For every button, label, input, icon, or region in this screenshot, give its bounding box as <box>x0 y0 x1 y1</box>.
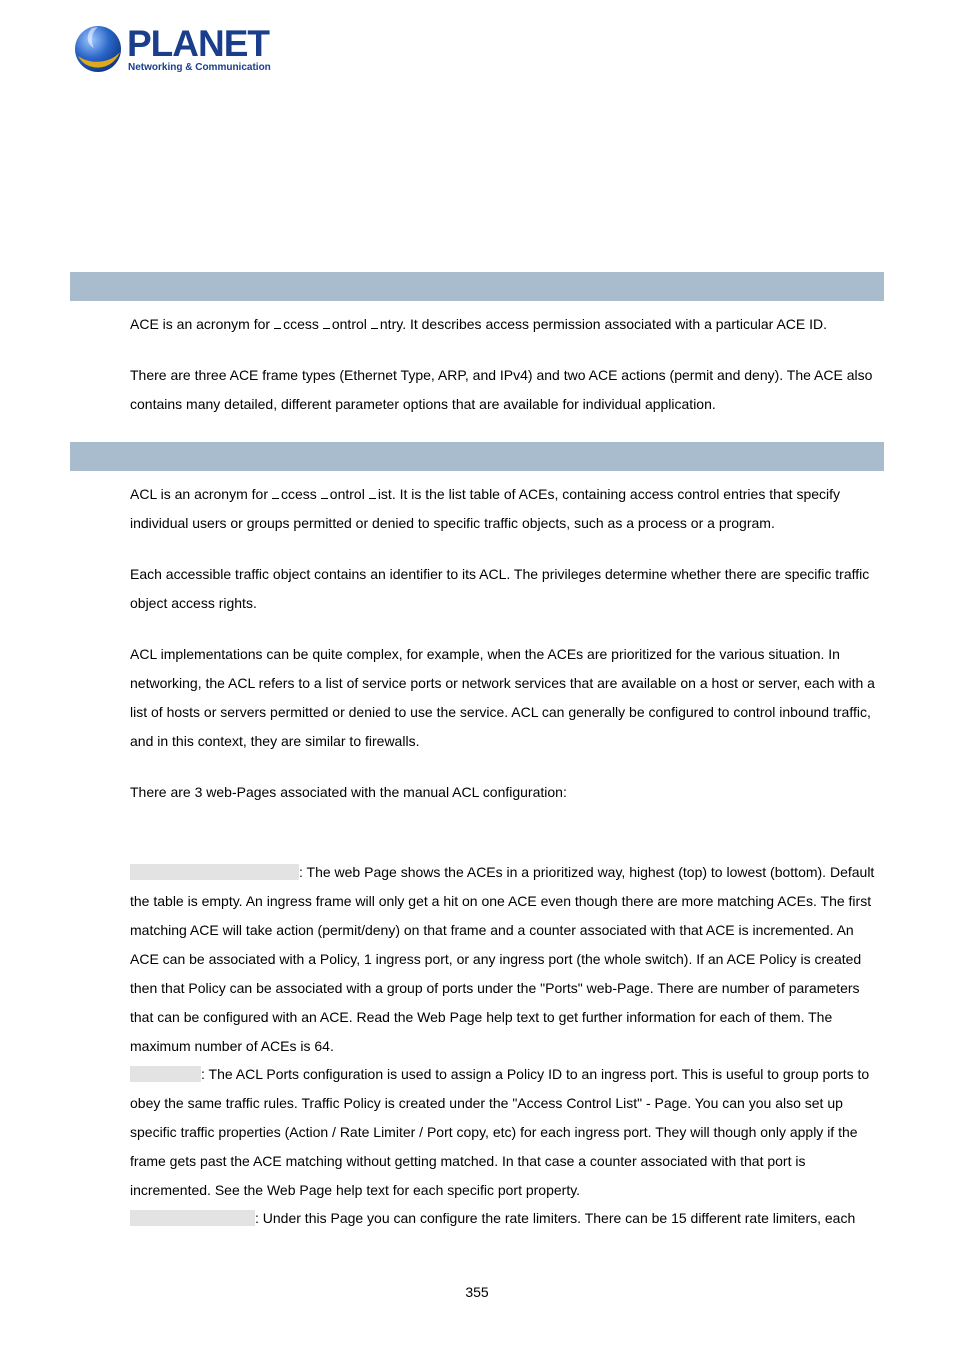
ace-definition-paragraph: ACE is an acronym for ccess ontrol ntry. It describes access permission associated with a particular ACE ID. <box>130 316 828 332</box>
logo-wordmark: PLANET <box>127 23 269 64</box>
acl-identifier-paragraph: Each accessible traffic object contains an identifier to its ACL. The privileges determine whether there are specific traffic object access rights. <box>130 566 870 611</box>
acl-definition-paragraph: ACL is an acronym for ccess ontrol ist. It is the list table of ACEs, containing access control entries that specify individual users or groups permitted or denied to specific traffic objects, such as a process or a program. <box>130 486 841 531</box>
redacted-link-placeholder <box>130 864 299 880</box>
section-header-bar-ace <box>70 272 884 301</box>
redacted-link-placeholder <box>130 1210 255 1226</box>
page-number: 355 <box>465 1284 489 1300</box>
redacted-link-placeholder <box>130 1066 201 1082</box>
acl-item-ports: : The ACL Ports configuration is used to assign a Policy ID to an ingress port. This is useful to group ports to obey the same traffic rules. Traffic Policy is created under the "Access Control List" - Page. You can you also set up specific traffic properties (Action / Rate Limiter / Port copy, etc) for each ingress port. They will though only apply if the frame gets past the ACE matching without getting matched. In that case a counter associated with that port is incremented. See the Web Page help text for each specific port property. <box>130 1066 870 1198</box>
acl-item-access-control-list: : The web Page shows the ACEs in a prioritized way, highest (top) to lowest (bottom). Default the table is empty. An ingress frame will only get a hit on one ACE even though there are more matching ACEs. The first matching ACE will take action (permit/deny) on that frame and a counter associated with that ACE is incremented. An ACE can be associated with a Policy, 1 ingress port, or any ingress port (the whole switch). If an ACE Policy is created then that Policy can be associated with a group of ports under the "Ports" web-Page. There are number of parameters that can be configured with an ACE. Read the Web Page help text to get further information for each of them. The maximum number of ACEs is 64. <box>130 864 875 1054</box>
ace-frame-types-paragraph: There are three ACE frame types (Ethernet Type, ARP, and IPv4) and two ACE actions (permit and deny). The ACE also contains many detailed, different parameter options that are available for individual application. <box>130 367 873 412</box>
acl-item-rate-limiters: : Under this Page you can configure the rate limiters. There can be 15 different rate limiters, each <box>130 1204 885 1233</box>
globe-icon <box>72 22 124 74</box>
acl-implementation-paragraph: ACL implementations can be quite complex, for example, when the ACEs are prioritized for the various situation. In networking, the ACL refers to a list of service ports or network services that are available on a host or server, each with a list of hosts or servers permitted or denied to use the service. ACL can generally be configured to control inbound traffic, and in this context, they are similar to firewalls. <box>130 646 875 749</box>
acl-webpages-intro: There are 3 web-Pages associated with the manual ACL configuration: <box>130 784 567 800</box>
planet-logo <box>72 22 272 78</box>
logo-tagline: Networking & Communication <box>128 62 271 73</box>
section-header-bar-acl <box>70 442 884 471</box>
